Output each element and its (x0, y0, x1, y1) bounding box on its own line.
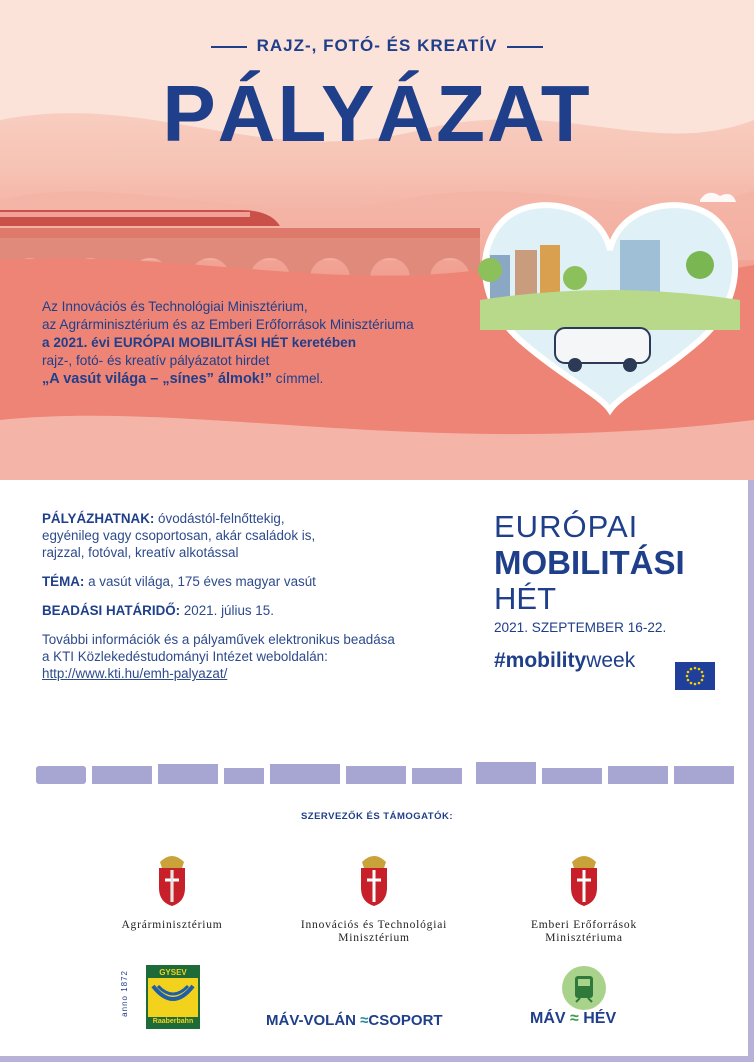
subtitle-dash-right (507, 46, 543, 48)
ministry-innovation-name-1: Innovációs és Technológiai (300, 919, 448, 931)
ministry-agriculture-name: Agrárminisztérium (121, 919, 223, 931)
subtitle-text: RAJZ-, FOTÓ- ÉS KREATÍV (256, 36, 498, 55)
hungarian-coat-of-arms-icon (567, 850, 601, 908)
ministry-human-resources-name-2: Minisztériuma (545, 932, 623, 944)
ministry-innovation (274, 850, 474, 945)
mav-volan-text: MÁV-VOLÁN (266, 1012, 356, 1029)
gysev-raaberbahn: Raaberbahn (148, 1017, 198, 1027)
gysev-name: GYSEV (148, 967, 198, 978)
eu-flag-icon (675, 662, 715, 690)
mav-text: MÁV (530, 1010, 566, 1027)
hungarian-coat-of-arms-icon (357, 850, 391, 908)
more-info-line-2: a KTI Közlekedéstudományi Intézet weboldalán: (42, 649, 328, 664)
ministry-agriculture (72, 850, 272, 932)
hev-train-icon (562, 966, 606, 1010)
emw-dates: 2021. SZEPTEMBER 16-22. (494, 620, 667, 635)
deadline-text: 2021. július 15. (180, 603, 274, 618)
ministry-innovation-name-2: Minisztérium (338, 932, 410, 944)
ministry-human-resources-name-1: Emberi Erőforrások (530, 919, 638, 931)
intro-line-4: rajz-, fotó- és kreatív pályázatot hirdet (42, 353, 270, 368)
subtitle-dash-left (211, 46, 247, 48)
applicants-text-1: óvodástól-felnőttekig, (154, 511, 285, 526)
hungarian-coat-of-arms-icon (155, 850, 189, 908)
mav-volan-csoport-text: CSOPORT (368, 1012, 443, 1029)
applicants-text-2: egyénileg vagy csoportosan, akár családok is, (42, 528, 316, 543)
submission-link[interactable]: http://www.kti.hu/emh-palyazat/ (42, 666, 228, 681)
intro-text (42, 298, 482, 388)
poster-subtitle (0, 36, 754, 56)
swirl-icon: ≈ (570, 1010, 579, 1027)
gysev-emblem-icon (148, 978, 198, 1014)
hashtag-bold: #mobility (494, 649, 587, 672)
mobility-week-logo (494, 510, 734, 673)
intro-line-1: Az Innovációs és Technológiai Minisztérium, (42, 299, 308, 314)
mav-volan-logo (266, 1012, 443, 1029)
theme-text: a vasút világa, 175 éves magyar vasút (84, 574, 316, 589)
more-info-line-1: További információk és a pályaművek elektronikus beadása (42, 632, 395, 647)
ministry-human-resources (484, 850, 684, 945)
deadline-label: BEADÁSI HATÁRIDŐ: (42, 603, 181, 618)
gysev-logo (146, 965, 200, 1029)
intro-line-5-rest: címmel. (271, 371, 324, 386)
train-silhouettes (36, 760, 746, 790)
hero-banner (0, 0, 754, 480)
emw-line-2: MOBILITÁSI (494, 544, 685, 581)
intro-line-2: az Agrárminisztérium és az Emberi Erőforrások Minisztériuma (42, 317, 414, 332)
theme-label: TÉMA: (42, 574, 85, 589)
applicants-label: PÁLYÁZHATNAK: (42, 511, 155, 526)
swirl-icon: ≈ (360, 1012, 369, 1029)
emw-line-1: EURÓPAI (494, 509, 639, 544)
emw-line-3: HÉT (494, 581, 556, 616)
contest-info (42, 510, 462, 694)
sponsors-title: SZERVEZŐK ÉS TÁMOGATÓK: (300, 811, 454, 822)
poster-title: PÁLYÁZAT (162, 69, 592, 158)
gysev-anno: anno 1872 (120, 970, 129, 1017)
intro-line-3: a 2021. évi EURÓPAI MOBILITÁSI HÉT keretében (42, 335, 357, 350)
hev-text: HÉV (583, 1010, 617, 1027)
mav-hev-logo (530, 1010, 616, 1028)
contest-title: „A vasút világa – „sínes” álmok!” (42, 371, 272, 387)
applicants-text-3: rajzzal, fotóval, kreatív alkotással (42, 545, 239, 560)
hashtag-rest: week (586, 649, 636, 672)
